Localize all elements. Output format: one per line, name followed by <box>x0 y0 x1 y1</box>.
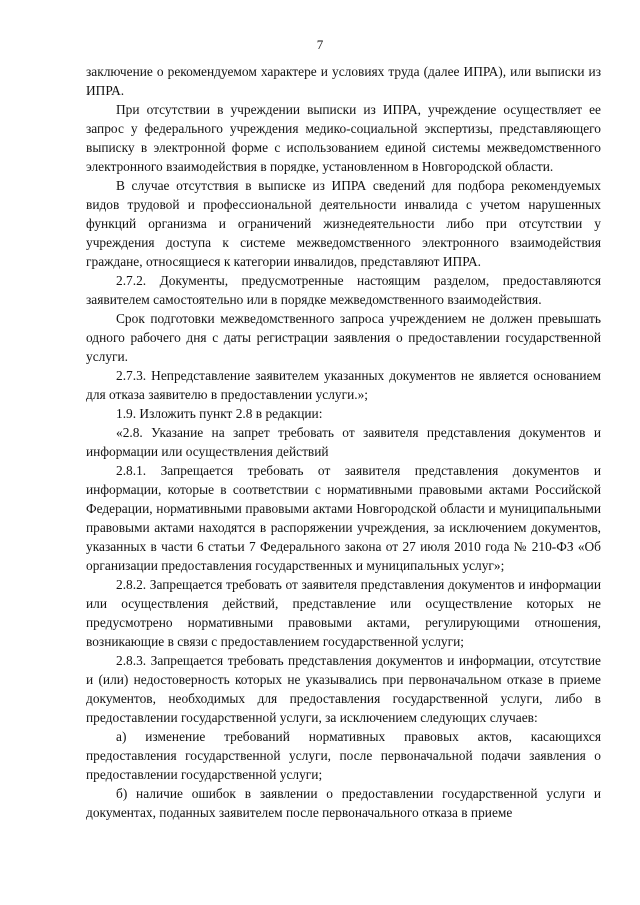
paragraph: Срок подготовки межведомственного запроса учреждением не должен превышать одного рабочего дня с даты регистрации заявления о предоставлении государственной услуги. <box>86 311 601 364</box>
document-body <box>86 62 601 822</box>
paragraph: «2.8. Указание на запрет требовать от заявителя представления документов и информации или осуществления действий <box>86 425 601 459</box>
paragraph: а) изменение требований нормативных правовых актов, касающихся предоставления государственной услуги, после первоначальной подачи заявления о предоставлении государственной услуги; <box>86 729 601 782</box>
page-number: 7 <box>316 37 324 52</box>
paragraph: 2.8.3. Запрещается требовать представления документов и информации, отсутствие и (или) недостоверность которых не указывались при первоначальном отказе в приеме документов, необходимых для предоставления государственной услуги, либо в предоставлении государственной услуги, за исключением следующих случаев: <box>86 653 601 725</box>
paragraph: 2.7.3. Непредставление заявителем указанных документов не является основанием для отказа заявителю в предоставлении услуги.»; <box>86 368 601 402</box>
paragraph: б) наличие ошибок в заявлении о предоставлении государственной услуги и документах, поданных заявителем после первоначального отказа в приеме <box>86 786 601 820</box>
paragraph: 2.8.2. Запрещается требовать от заявителя представления документов и информации или осуществления действий, представление или осуществление которых не предусмотрено нормативными правовыми актами, регулирующими отношения, возникающие в связи с предоставлением государственной услуги; <box>86 577 601 649</box>
paragraph: 2.8.1. Запрещается требовать от заявителя представления документов и информации, которые в соответствии с нормативными правовыми актами Российской Федерации, нормативными правовыми актами Новгородской области и муниципальными правовыми актами находятся в распоряжении учреждения, за исключением документов, указанных в части 6 статьи 7 Федерального закона от 27 июля 2010 года № 210-ФЗ «Об организации предоставления государственных и муниципальных услуг»; <box>86 463 601 573</box>
paragraph: При отсутствии в учреждении выписки из ИПРА, учреждение осуществляет ее запрос у федерального учреждения медико-социальной экспертизы, представляющего выписку в электронной форме с использованием единой системы межведомственного электронного взаимодействия в порядке, установленном в Новгородской области. <box>86 102 601 174</box>
paragraph: заключение о рекомендуемом характере и условиях труда (далее ИПРА), или выписки из ИПРА. <box>86 64 601 98</box>
paragraph: В случае отсутствия в выписке из ИПРА сведений для подбора рекомендуемых видов трудовой и профессиональной деятельности инвалида с учетом нарушенных функций организма и ограничений жизнедеятельности либо при отсутствии у учреждения доступа к системе межведомственного электронного взаимодействия граждане, относящиеся к категории инвалидов, представляют ИПРА. <box>86 178 601 269</box>
paragraph: 1.9. Изложить пункт 2.8 в редакции: <box>116 406 323 421</box>
paragraph: 2.7.2. Документы, предусмотренные настоящим разделом, предоставляются заявителем самостоятельно или в порядке межведомственного взаимодействия. <box>86 273 601 307</box>
